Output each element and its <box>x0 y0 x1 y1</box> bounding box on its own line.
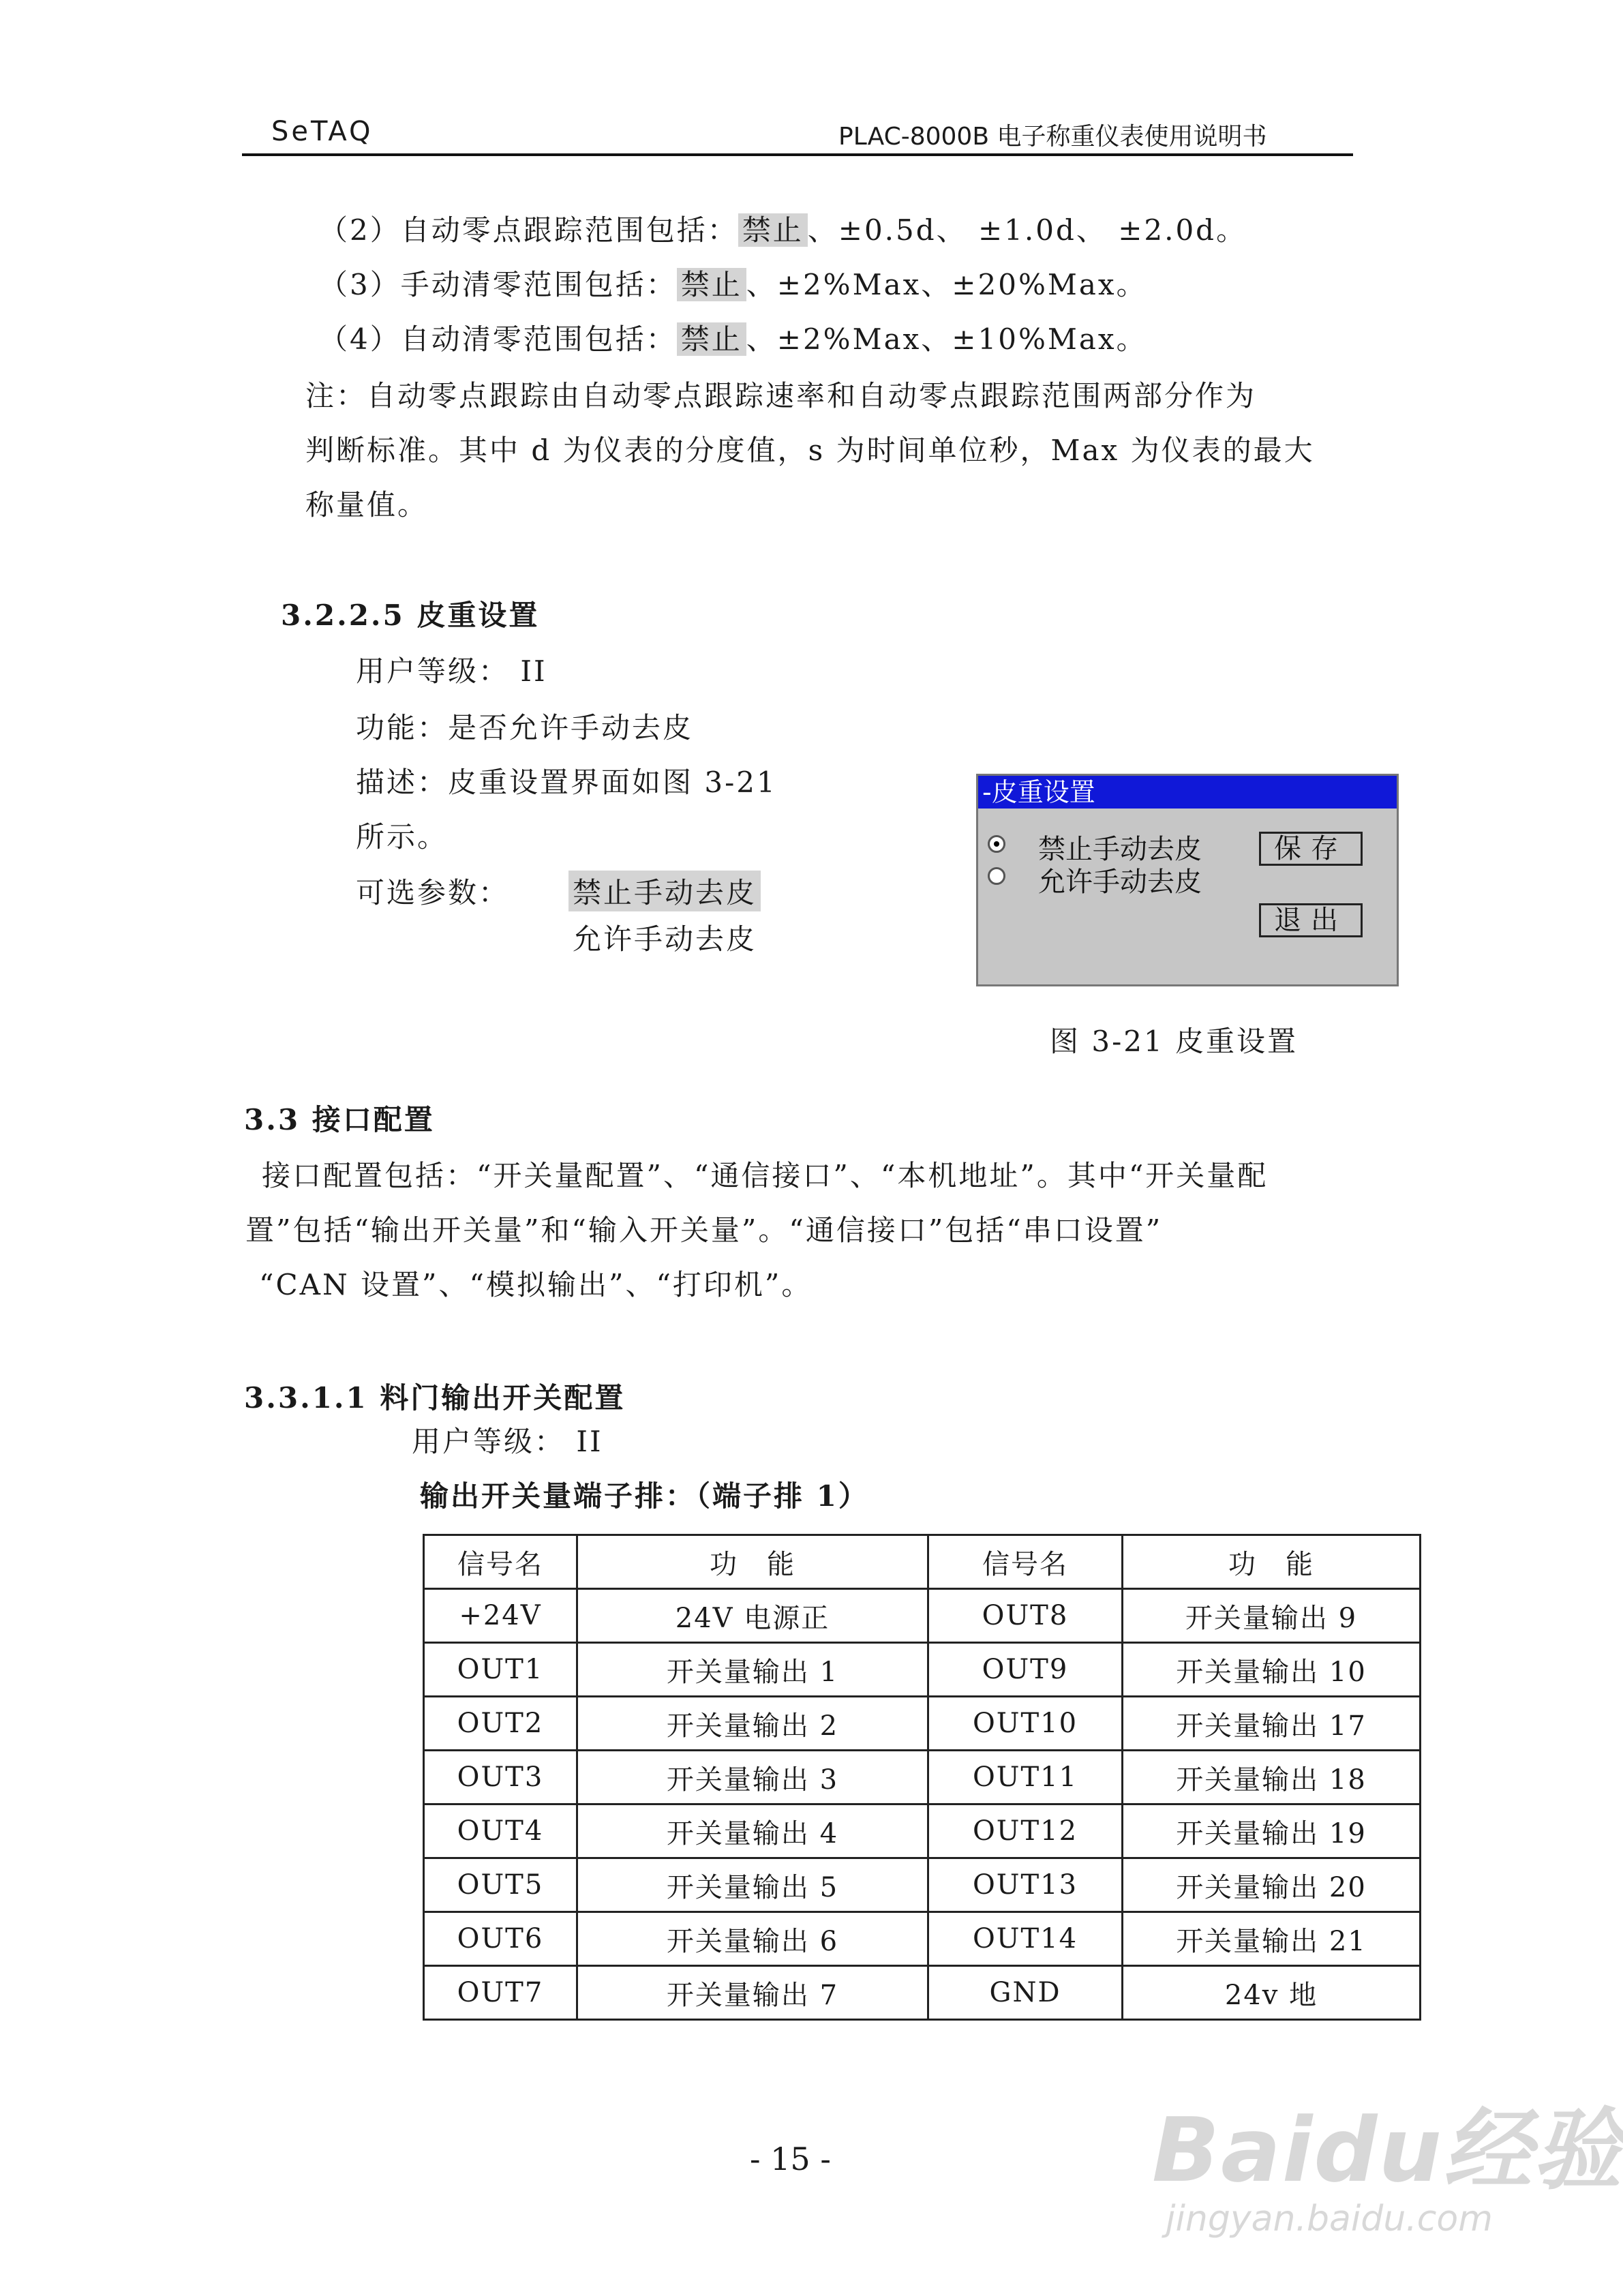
table-cell: OUT11 <box>928 1751 1123 1804</box>
watermark-url: jingyan.baidu.com <box>1166 2199 1493 2239</box>
interface-para-line-3: “CAN 设置”、“模拟输出”、“打印机”。 <box>259 1268 813 1301</box>
table-cell: OUT13 <box>928 1858 1123 1912</box>
table-cell: 开关量输出 7 <box>577 1966 928 2020</box>
header-signal-name-1: 信号名 <box>424 1535 577 1589</box>
table-header-row <box>424 1535 1421 1589</box>
header-doc-title: PLAC-8000B 电子称重仪表使用说明书 <box>838 123 1267 151</box>
output-terminal-table <box>423 1534 1421 2021</box>
table-cell: +24V <box>424 1589 577 1643</box>
header-signal-name-2: 信号名 <box>928 1535 1123 1589</box>
table-row <box>424 1804 1421 1858</box>
table-cell: 开关量输出 6 <box>577 1912 928 1966</box>
table-row <box>424 1751 1421 1804</box>
table-cell: OUT6 <box>424 1912 577 1966</box>
zero-item-4-rest: 、±2%Max、±10%Max。 <box>746 322 1147 356</box>
baidu-watermark <box>1152 2079 1623 2239</box>
header-function-1: 功 能 <box>577 1535 928 1589</box>
radio-disable-manual-tare[interactable] <box>988 835 1005 853</box>
table-cell: OUT8 <box>928 1589 1123 1643</box>
table-cell: OUT4 <box>424 1804 577 1858</box>
zero-item-4-default: 禁止 <box>677 322 746 356</box>
radio-allow-manual-tare[interactable] <box>988 867 1005 885</box>
note-line-2: 判断标准。其中 d 为仪表的分度值，s 为时间单位秒，Max 为仪表的最大 <box>305 434 1315 467</box>
zero-item-2-default: 禁止 <box>738 213 808 247</box>
zero-item-3 <box>319 262 1147 303</box>
table-cell: OUT2 <box>424 1697 577 1751</box>
table-cell: 开关量输出 18 <box>1123 1751 1421 1804</box>
radio-disable-label: 禁止手动去皮 <box>1038 834 1202 865</box>
table-cell: OUT9 <box>928 1643 1123 1697</box>
zero-item-3-prefix: （3）手动清零范围包括： <box>319 268 677 301</box>
zero-item-3-default: 禁止 <box>677 268 746 301</box>
page-number: - 15 - <box>750 2141 831 2177</box>
table-cell: 开关量输出 10 <box>1123 1643 1421 1697</box>
table-cell: 开关量输出 19 <box>1123 1804 1421 1858</box>
table-cell: 24v 地 <box>1123 1966 1421 2020</box>
zero-item-4 <box>319 317 1147 358</box>
table-cell: 开关量输出 5 <box>577 1858 928 1912</box>
gate-output-user-level: 用户等级： II <box>412 1425 603 1458</box>
table-cell: 开关量输出 9 <box>1123 1589 1421 1643</box>
table-cell: 开关量输出 21 <box>1123 1912 1421 1966</box>
table-cell: 24V 电源正 <box>577 1589 928 1643</box>
table-cell: 开关量输出 17 <box>1123 1697 1421 1751</box>
zero-item-2 <box>319 208 1247 249</box>
table-row <box>424 1966 1421 2020</box>
table-cell: OUT1 <box>424 1643 577 1697</box>
zero-item-3-rest: 、±2%Max、±20%Max。 <box>746 268 1147 301</box>
zero-item-4-prefix: （4）自动清零范围包括： <box>319 322 677 356</box>
header-function-2: 功 能 <box>1123 1535 1421 1589</box>
zero-item-2-rest: 、±0.5d、 ±1.0d、 ±2.0d。 <box>807 213 1247 247</box>
tare-options-label: 可选参数： <box>356 876 510 909</box>
gate-output-heading: 3.3.1.1 料门输出开关配置 <box>244 1381 626 1415</box>
header-brand: SeTAQ <box>271 116 374 147</box>
table-cell: 开关量输出 2 <box>577 1697 928 1751</box>
table-cell: OUT7 <box>424 1966 577 2020</box>
exit-button[interactable]: 退出 <box>1259 903 1363 937</box>
header-rule <box>242 153 1353 156</box>
zero-item-2-prefix: （2）自动零点跟踪范围包括： <box>319 213 738 247</box>
table-row <box>424 1912 1421 1966</box>
table-cell: OUT10 <box>928 1697 1123 1751</box>
watermark-logo: Baidu经验 <box>1152 2098 1623 2202</box>
tare-user-level: 用户等级： II <box>356 654 547 688</box>
radio-selected-dot <box>994 841 999 847</box>
tare-option-alt: 允许手动去皮 <box>573 922 757 956</box>
table-cell: OUT5 <box>424 1858 577 1912</box>
tare-option-default: 禁止手动去皮 <box>568 871 761 911</box>
table-row <box>424 1643 1421 1697</box>
table-cell: OUT12 <box>928 1804 1123 1858</box>
tare-settings-dialog <box>976 774 1399 986</box>
radio-allow-label: 允许手动去皮 <box>1038 866 1202 898</box>
table-row <box>424 1697 1421 1751</box>
table-cell: OUT14 <box>928 1912 1123 1966</box>
tare-heading: 3.2.2.5 皮重设置 <box>281 599 540 632</box>
table-cell: OUT3 <box>424 1751 577 1804</box>
table-row <box>424 1858 1421 1912</box>
interface-para-line-1: 接口配置包括：“开关量配置”、“通信接口”、“本机地址”。其中“开关量配 <box>262 1159 1269 1192</box>
interface-heading: 3.3 接口配置 <box>244 1103 435 1136</box>
save-button[interactable]: 保存 <box>1259 832 1363 866</box>
note-line-1: 注：自动零点跟踪由自动零点跟踪速率和自动零点跟踪范围两部分作为 <box>305 379 1257 412</box>
table-title: 输出开关量端子排：（端子排 1） <box>420 1479 869 1513</box>
interface-para-line-2: 置”包括“输出开关量”和“输入开关量”。“通信接口”包括“串口设置” <box>245 1213 1163 1247</box>
tare-description-cont: 所示。 <box>356 820 449 854</box>
table-cell: 开关量输出 4 <box>577 1804 928 1858</box>
tare-function: 功能：是否允许手动去皮 <box>356 711 694 744</box>
note-line-3: 称量值。 <box>305 488 429 522</box>
figure-caption: 图 3-21 皮重设置 <box>1050 1025 1299 1058</box>
table-cell: 开关量输出 1 <box>577 1643 928 1697</box>
dialog-title: -皮重设置 <box>978 776 1397 809</box>
table-row <box>424 1589 1421 1643</box>
table-cell: 开关量输出 3 <box>577 1751 928 1804</box>
tare-description: 描述：皮重设置界面如图 3-21 <box>356 766 777 799</box>
table-cell: GND <box>928 1966 1123 2020</box>
table-cell: 开关量输出 20 <box>1123 1858 1421 1912</box>
